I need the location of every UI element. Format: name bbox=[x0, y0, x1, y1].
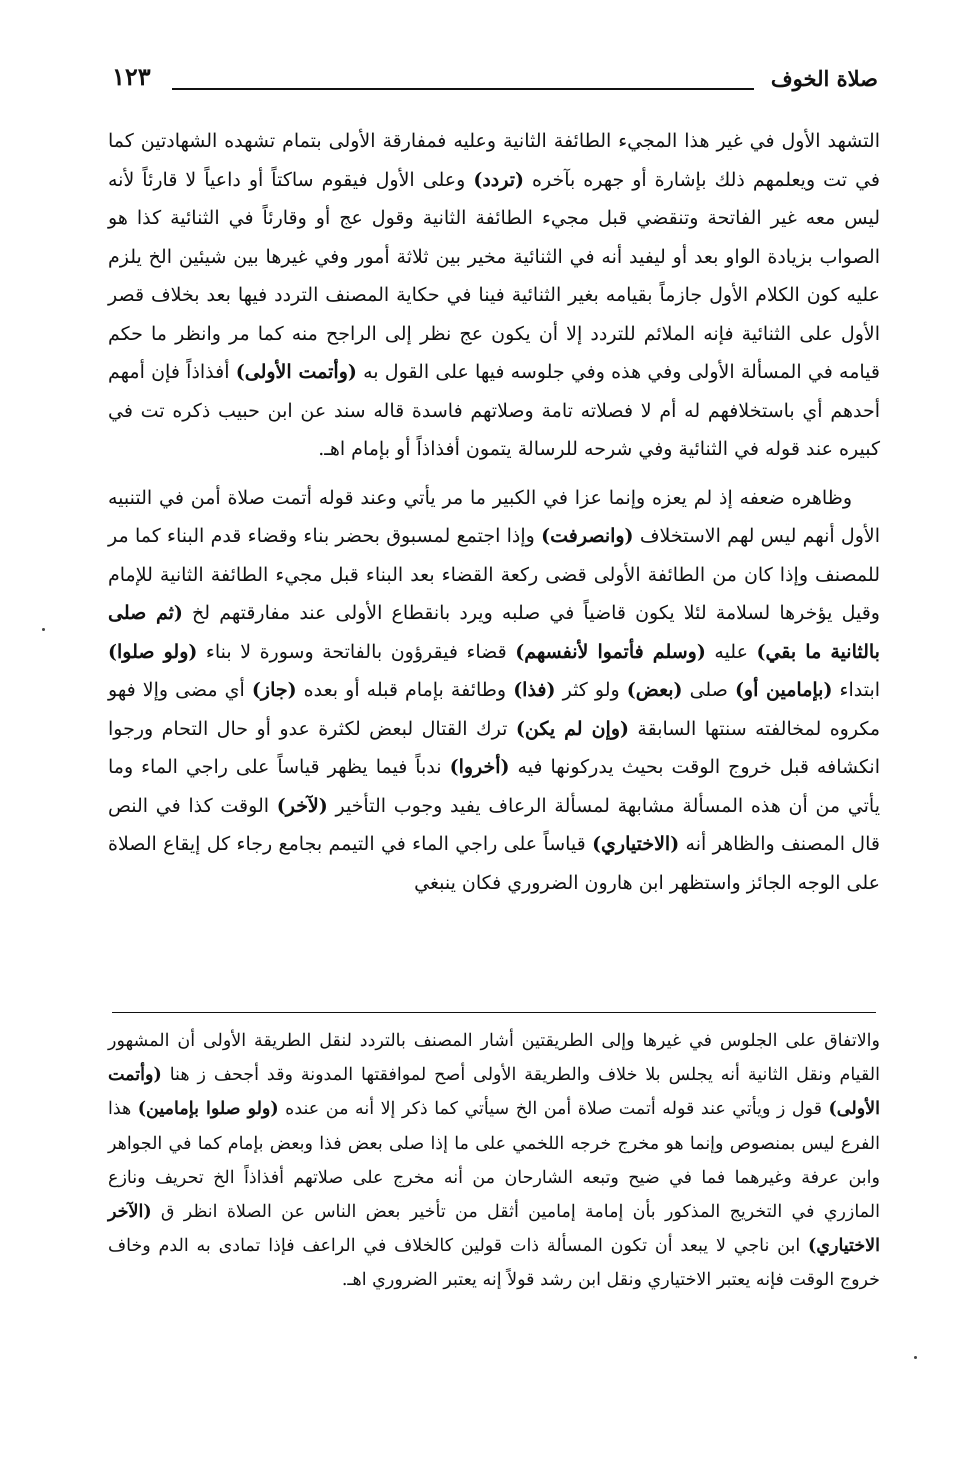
text-run: والاتفاق على الجلوس في غيرها وإلى الطريقتين أشار المصنف بالتردد لنقل الطريقة الأولى أن المشهور القيام ونقل الثانية أنه يجلس بلا خلاف والطريقة الأولى أصح لموافقتها المدونة وقد أجحف ز هنا bbox=[108, 1031, 880, 1086]
footnote-paragraph bbox=[108, 1024, 880, 1298]
text-run: الوقت كذا في النص قال المصنف والظاهر أنه bbox=[108, 794, 880, 855]
running-header bbox=[112, 60, 878, 100]
chapter-title: صلاة الخوف bbox=[770, 66, 878, 91]
text-run: قول ز ويأتي عند قوله أتمت صلاة أمن الخ سيأتي كما ذكر إلا أنه من عنده bbox=[278, 1099, 829, 1120]
quoted-term: (وأتمت الأولى) bbox=[235, 361, 357, 383]
text-run: وظاهره ضعفه إذ لم يعزه وإنما عزا في الكبير ما مر يأتي وعند قوله أتمت صلاة أمن في التنبيه الأول أنهم ليس لهم الاستخلاف bbox=[108, 486, 881, 547]
main-text bbox=[108, 122, 880, 902]
text-run: ترك القتال لبعض لكثرة عدو أو حال التحام ورجوا انكشافه قبل خروج الوقت بحيث يدركونها فيه bbox=[108, 717, 880, 778]
text-run: ابن ناجي لا يبعد أن تكون المسألة ذات قولين كالخلاف في الراعف فإذا تمادى به الدم وخاف خروج الوقت فإنه يعتبر الاختياري ونقل ابن رشد قولاً إنه يعتبر الضروري اهـ. bbox=[108, 1236, 880, 1291]
quoted-term: (وانصرفت) bbox=[541, 525, 634, 547]
text-run: أي مضى وإلا فهو مكروه لمخالفته سنتها السابقة bbox=[108, 679, 880, 740]
quoted-term: (ولو صلوا) bbox=[108, 640, 198, 663]
text-run: قضاء فيقرؤون بالفاتحة وسورة لا بناء bbox=[197, 640, 516, 663]
footnote-text bbox=[108, 1024, 880, 1298]
quoted-term: (جاز) bbox=[251, 679, 297, 701]
quoted-term: (وإن لم يكن) bbox=[515, 717, 629, 740]
quoted-term: (لآخر) bbox=[276, 794, 328, 817]
paragraph bbox=[108, 479, 880, 903]
text-run: عليه bbox=[705, 640, 757, 663]
quoted-term: (بإمامين أو) bbox=[734, 679, 833, 701]
quoted-term: (تردد) bbox=[473, 168, 525, 191]
quoted-term: (ثم صلى بالثانية ما بقي) bbox=[108, 602, 880, 663]
text-run: ابتداء bbox=[832, 679, 881, 701]
header-rule bbox=[172, 88, 754, 90]
text-run: وإذا اجتمع لمسبوق بحضر بناء وقضاء قدم البناء كما مر للمصنف وإذا كان من الطائفة الأولى قضى ركعة القضاء بعد البناء قبل مجيء الطائفة الثانية للإمام وقيل يؤخرها لسلامة لئلا يكون قاضياً في صلبه ويرد بانقطاع الأولى عند مفارقتهم لخ bbox=[108, 525, 880, 624]
quoted-term: (فذا) bbox=[513, 679, 556, 701]
page-number: ١٢٣ bbox=[112, 62, 151, 91]
quoted-term: (وسلم فأتموا لأنفسهم) bbox=[515, 640, 706, 663]
text-run: التشهد الأول في غير هذا المجيء الطائفة الثانية وعليه فمفارقة الأولى بتمام تشهده الشهادتين كما في تت ويعلمهم ذلك بإشارة أو جهره بآخره bbox=[108, 130, 880, 191]
footnote-divider bbox=[112, 1012, 876, 1013]
scan-speck bbox=[42, 628, 45, 631]
quoted-term: (الاختياري) bbox=[592, 833, 680, 855]
text-run: ولو كثر bbox=[555, 679, 627, 701]
quoted-term: (الآخر الاختياري) bbox=[108, 1202, 880, 1257]
quoted-term: (ولو صلوا بإمامين) bbox=[137, 1099, 279, 1120]
text-run: ندباً فيما يظهر قياساً على راجي الماء وما يأتي من أن هذه المسألة مشابهة لمسألة الرعاف يفيد وجوب التأخير bbox=[108, 756, 881, 817]
text-run: قياساً على راجي الماء في التيمم بجامع رجاء كل إيقاع الصلاة على الوجه الجائز واستظهر ابن هارون الضروري فكان ينبغي bbox=[108, 833, 880, 894]
text-run: هذا الفرع ليس بمنصوص وإنما هو مخرج خرجه اللخمي على ما إذا صلى بعض فذا وبعض بإمام كما في الجواهر وابن عرفة وغيرهما فما في ضيح وتبعه الشارحان من أنه مخرج على صلاتهم أفذاذاً الخ تحريف ونازع المازري في التخريج المذكور بأن إمامة إمامين أثقل من تأخير بعض الناس عن الصلاة انظر ق bbox=[108, 1099, 880, 1223]
text-run: وعلى الأول فيقوم ساكتاً أو داعياً لا قارئاً لأنه ليس معه غير الفاتحة وتنقضي قبل مجيء الطائفة الثانية وقول عج أو وقارئاً في الثنائية كذا هو الصواب بزيادة الواو بعد أو ليفيد أنه في الثنائية مخير بين ثلاثة أمور وفي غيرها بين شيئين الخ يلزم عليه كون الكلام الأول جازماً بقيامه بغير الثنائية فينا في حكاية المصنف التردد فيها بعد بخلاف قصر الأول على الثنائية فإنه الملائم للتردد إلا أن يكون عج نظر إلى الراجح منه كما مر وانظر ما حكم قيامه في المسألة الأولى وفي هذه وفي جلوسه فيها على القول به bbox=[108, 168, 880, 383]
quoted-term: (وأتمت الأولى) bbox=[108, 1065, 880, 1120]
text-run: أفذاذاً فإن أمهم أحدهم أي باستخلافهم له أم لا فصلاته تامة وصلاتهم فاسدة قاله سند عن ابن حبيب ذكره تت في كبيره عند قوله في الثنائية وفي شرحه للرسالة يتمون أفذاذاً أو بإمام اهـ. bbox=[108, 361, 880, 460]
paragraph bbox=[108, 122, 880, 469]
quoted-term: (أخروا) bbox=[449, 756, 510, 778]
text-run: وطائفة بإمام قبله أو بعده bbox=[296, 679, 514, 701]
scan-speck bbox=[914, 1356, 917, 1359]
quoted-term: (بعض) bbox=[626, 679, 683, 701]
text-run: صلى bbox=[682, 679, 735, 701]
